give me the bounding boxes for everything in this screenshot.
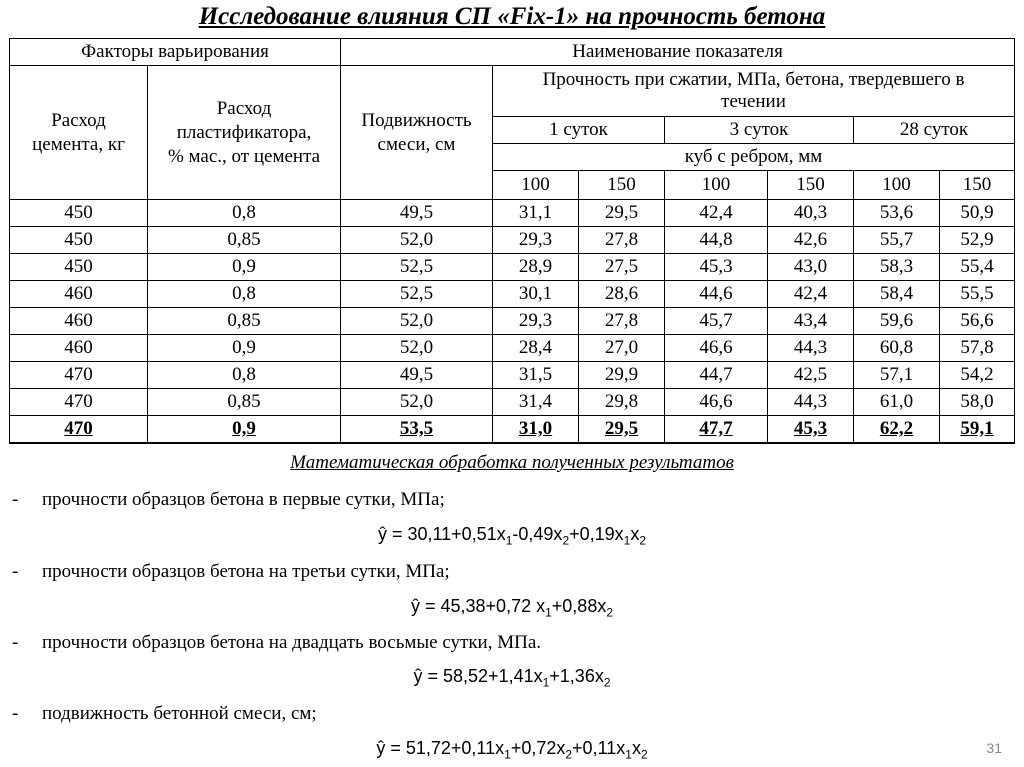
table-cell: 0,85 xyxy=(148,308,341,335)
header-day-1: 1 суток xyxy=(493,117,665,144)
table-cell: 57,8 xyxy=(940,335,1015,362)
table-cell: 28,4 xyxy=(493,335,579,362)
table-cell: 52,0 xyxy=(341,389,493,416)
table-cell: 29,5 xyxy=(579,200,665,227)
table-cell: 31,5 xyxy=(493,362,579,389)
table-cell: 52,0 xyxy=(341,227,493,254)
table-cell: 44,3 xyxy=(768,335,854,362)
list-item: - подвижность бетонной смеси, см; xyxy=(12,703,317,724)
table-row xyxy=(10,308,1015,335)
table-cell: 62,2 xyxy=(854,416,940,444)
table-cell: 31,4 xyxy=(493,389,579,416)
header-day-28: 28 суток xyxy=(854,117,1015,144)
table-cell: 55,7 xyxy=(854,227,940,254)
header-cube: куб с ребром, мм xyxy=(493,144,1015,171)
header-size: 100 xyxy=(854,171,940,200)
formula: ŷ = 45,38+0,72 $x_1+0,88x_2$ xyxy=(410,596,614,620)
table-cell: 58,0 xyxy=(940,389,1015,416)
table-cell: 28,9 xyxy=(493,254,579,281)
table-body xyxy=(10,200,1015,444)
table-cell: 47,7 xyxy=(665,416,768,444)
table-cell: 44,3 xyxy=(768,389,854,416)
page-number: 31 xyxy=(986,740,1002,756)
table-cell: 470 xyxy=(10,362,148,389)
header-factors: Факторы варьирования xyxy=(10,39,341,66)
header-indicator: Наименование показателя xyxy=(341,39,1015,66)
table-cell: 460 xyxy=(10,281,148,308)
list-item: - прочности образцов бетона на двадцать восьмые сутки, МПа. xyxy=(12,632,542,653)
table-row xyxy=(10,416,1015,444)
table-cell: 58,4 xyxy=(854,281,940,308)
table-row xyxy=(10,254,1015,281)
formula: ŷ = $58,52+1,41x_1+1,36x_2$ xyxy=(413,666,611,690)
table-cell: 45,3 xyxy=(768,416,854,444)
table-cell: 42,4 xyxy=(768,281,854,308)
table-cell: 55,4 xyxy=(940,254,1015,281)
table-row xyxy=(10,200,1015,227)
table-row xyxy=(10,281,1015,308)
table-cell: 0,9 xyxy=(148,335,341,362)
table-cell: 450 xyxy=(10,254,148,281)
table-cell: 29,9 xyxy=(579,362,665,389)
table-cell: 470 xyxy=(10,416,148,444)
table-row xyxy=(10,227,1015,254)
table-cell: 450 xyxy=(10,227,148,254)
table-cell: 0,8 xyxy=(148,200,341,227)
table-cell: 42,5 xyxy=(768,362,854,389)
table-cell: 28,6 xyxy=(579,281,665,308)
table-cell: 0,8 xyxy=(148,281,341,308)
table-cell: 52,9 xyxy=(940,227,1015,254)
table-cell: 27,8 xyxy=(579,308,665,335)
table-cell: 0,9 xyxy=(148,254,341,281)
table-cell: 49,5 xyxy=(341,362,493,389)
table-cell: 29,8 xyxy=(579,389,665,416)
header-mobility: Подвижность смеси, см xyxy=(341,66,493,200)
header-size: 150 xyxy=(940,171,1015,200)
table-cell: 0,8 xyxy=(148,362,341,389)
table-cell: 43,0 xyxy=(768,254,854,281)
table-cell: 46,6 xyxy=(665,335,768,362)
table-cell: 56,6 xyxy=(940,308,1015,335)
table-cell: 0,9 xyxy=(148,416,341,444)
table-cell: 52,5 xyxy=(341,254,493,281)
table-cell: 27,5 xyxy=(579,254,665,281)
table-cell: 61,0 xyxy=(854,389,940,416)
table-cell: 31,0 xyxy=(493,416,579,444)
table-cell: 49,5 xyxy=(341,200,493,227)
table-cell: 53,5 xyxy=(341,416,493,444)
table-cell: 42,6 xyxy=(768,227,854,254)
table-cell: 57,1 xyxy=(854,362,940,389)
table-cell: 40,3 xyxy=(768,200,854,227)
table-cell: 31,1 xyxy=(493,200,579,227)
header-strength: Прочность при сжатии, МПа, бетона, твердевшего в течении xyxy=(493,66,1015,117)
header-size: 150 xyxy=(579,171,665,200)
table-cell: 44,6 xyxy=(665,281,768,308)
table-cell: 55,5 xyxy=(940,281,1015,308)
table-cell: 460 xyxy=(10,335,148,362)
header-size: 100 xyxy=(665,171,768,200)
table-cell: 44,7 xyxy=(665,362,768,389)
table-row xyxy=(10,389,1015,416)
header-cement: Расход цемента, кг xyxy=(10,66,148,200)
table-cell: 53,6 xyxy=(854,200,940,227)
table-cell: 45,7 xyxy=(665,308,768,335)
table-cell: 29,3 xyxy=(493,308,579,335)
table-cell: 52,0 xyxy=(341,308,493,335)
list-item: - прочности образцов бетона в первые сутки, МПа; xyxy=(12,489,445,510)
header-day-3: 3 суток xyxy=(665,117,854,144)
table-cell: 52,5 xyxy=(341,281,493,308)
slide-title: Исследование влияния СП «Fix-1» на прочность бетона xyxy=(198,3,826,30)
formula: ŷ = $30,11+0,51x_1-0,49x_2+0,19x_1x_2$ xyxy=(377,524,647,548)
table-cell: 0,85 xyxy=(148,389,341,416)
list-item: - прочности образцов бетона на третьи сутки, МПа; xyxy=(12,561,450,582)
table-cell: 46,6 xyxy=(665,389,768,416)
table-cell: 59,6 xyxy=(854,308,940,335)
table-cell: 54,2 xyxy=(940,362,1015,389)
table-row xyxy=(10,362,1015,389)
header-size: 150 xyxy=(768,171,854,200)
table-cell: 27,0 xyxy=(579,335,665,362)
table-row xyxy=(10,335,1015,362)
table-cell: 58,3 xyxy=(854,254,940,281)
table-cell: 43,4 xyxy=(768,308,854,335)
table-cell: 470 xyxy=(10,389,148,416)
table-cell: 45,3 xyxy=(665,254,768,281)
table-cell: 450 xyxy=(10,200,148,227)
table-cell: 30,1 xyxy=(493,281,579,308)
table-cell: 27,8 xyxy=(579,227,665,254)
table-cell: 29,3 xyxy=(493,227,579,254)
analysis-subtitle: Математическая обработка полученных результатов xyxy=(290,452,734,473)
results-table xyxy=(9,38,1015,444)
table-cell: 52,0 xyxy=(341,335,493,362)
table-cell: 0,85 xyxy=(148,227,341,254)
table-cell: 44,8 xyxy=(665,227,768,254)
table-cell: 460 xyxy=(10,308,148,335)
table-cell: 42,4 xyxy=(665,200,768,227)
table-cell: 59,1 xyxy=(940,416,1015,444)
formula: ŷ = $51,72+0,11x_1+0,72x_2+0,11x_1x_2$ xyxy=(376,738,648,762)
header-size: 100 xyxy=(493,171,579,200)
header-plasticizer: Расход пластификатора, % мас., от цемента xyxy=(148,66,341,200)
table-cell: 29,5 xyxy=(579,416,665,444)
table-cell: 60,8 xyxy=(854,335,940,362)
table-cell: 50,9 xyxy=(940,200,1015,227)
